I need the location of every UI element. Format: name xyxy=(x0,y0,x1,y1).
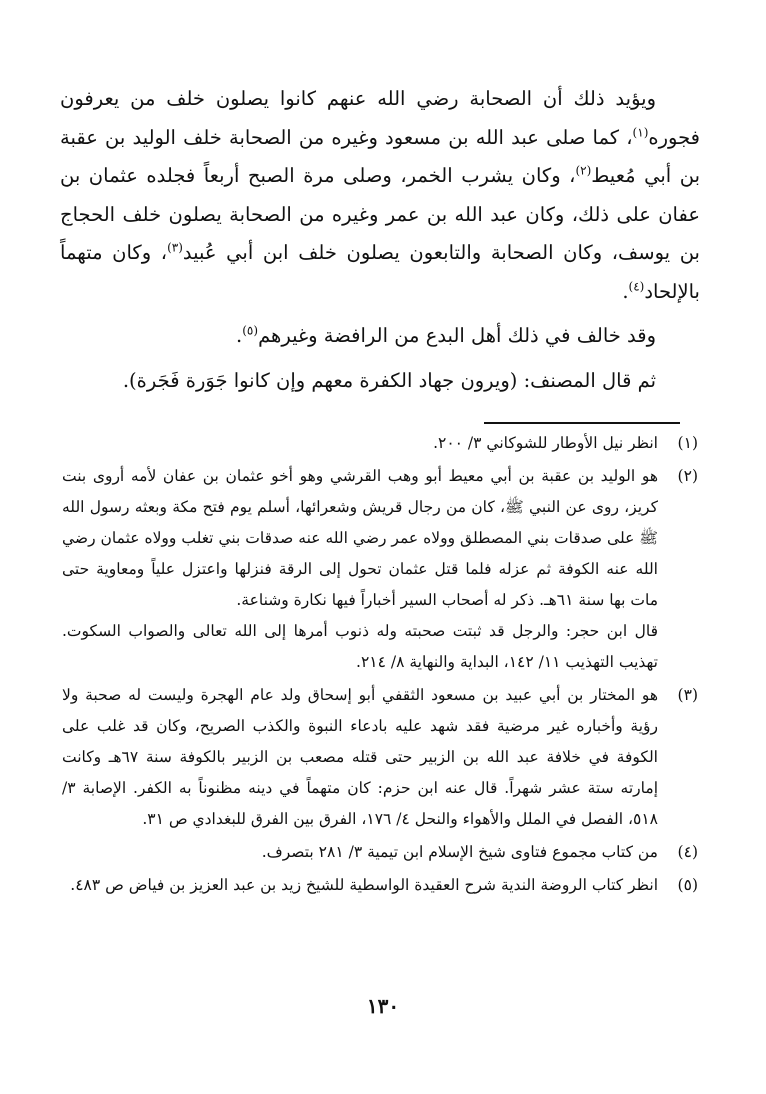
footnote-ref-3[interactable]: (٣) xyxy=(167,240,183,255)
page-number: ١٣٠ xyxy=(366,994,400,1018)
text-run: وقد خالف في ذلك أهل البدع من الرافضة وغيرهم xyxy=(258,324,656,347)
paragraph-3 xyxy=(60,362,700,401)
text-run: . xyxy=(622,279,629,303)
footnote-5 xyxy=(62,870,698,901)
footnote-number: (٤) xyxy=(677,843,698,861)
footnote-4 xyxy=(62,837,698,868)
text-run: ، كما صلى عبد الله بن مسعود وغيره من الصحابة خلف الوليد بن عقبة بن أبي مُعيط xyxy=(60,125,700,187)
footnote-number: (١) xyxy=(677,434,698,452)
text-run: ، وكان متهماً بالإلحاد xyxy=(60,241,700,303)
footnote-3 xyxy=(62,680,698,835)
footnote-text: انظر كتاب الروضة الندية شرح العقيدة الواسطية للشيخ زيد بن عبد العزيز بن فياض ص ٤٨٣. xyxy=(70,876,658,894)
footnote-1 xyxy=(62,428,698,459)
footnote-text: هو الوليد بن عقبة بن أبي معيط أبو وهب القرشي وهو أخو عثمان بن عفان لأمه أروى بنت كريز، روى عن النبي ﷺ، كان من رجال قريش وشعرائها، أسلم يوم فتح مكة وبعثه رسول الله ﷺ على صدقات بني المصطلق وولاه عمر رضي الله عنه صدقات بني تغلب وولاه عثمان رضي الله عنه الكوفة ثم عزله فلما قتل عثمان تحول إلى الرقة فنزلها واعتزل علياً ومعاوية حتى مات بها سنة ٦١هـ. ذكر له أصحاب السير أخباراً فيها نكارة وشناعة. xyxy=(62,467,658,609)
text-run: . xyxy=(236,324,243,347)
footnote-text: قال ابن حجر: والرجل قد ثبتت صحبته وله ذنوب أمرها إلى الله تعالى والصواب السكوت. تهذيب التهذيب ١١/ ١٤٢، البداية والنهاية ٨/ ٢١٤. xyxy=(62,622,658,671)
footnote-text: هو المختار بن أبي عبيد بن مسعود الثقفي أبو إسحاق ولد عام الهجرة وليست له صحبة ولا رؤية وأخباره غير مرضية فقد شهد عليه بادعاء النبوة والكذب الصريح، وكان قد غلب على الكوفة في خلافة عبد الله بن الزبير حتى قتله مصعب بن الزبير بالكوفة سنة ٦٧هـ وكانت إمارته ستة عشر شهراً. قال عنه ابن حزم: كان متهماً في دينه مظنوناً به الكفر. الإصابة ٣/ ٥١٨، الفصل في الملل والأهواء والنحل ٤/ ١٧٦، الفرق بين الفرق للبغدادي ص ٣١. xyxy=(62,686,658,828)
main-text xyxy=(60,80,700,400)
footnote-ref-1[interactable]: (١) xyxy=(632,125,649,139)
paragraph-2 xyxy=(60,317,700,356)
footnote-2 xyxy=(62,461,698,678)
footnote-ref-2[interactable]: (٢) xyxy=(575,163,592,178)
footnote-number: (٥) xyxy=(677,876,698,894)
footnote-number: (٣) xyxy=(677,686,698,704)
footnote-separator xyxy=(484,422,680,424)
footnote-number: (٢) xyxy=(677,467,698,485)
footnote-ref-5[interactable]: (٥) xyxy=(242,323,259,338)
footnote-text: من كتاب مجموع فتاوى شيخ الإسلام ابن تيمية ٣/ ٢٨١ بتصرف. xyxy=(261,843,658,861)
text-run: ، وكان يشرب الخمر، وصلى مرة الصبح أربعاً فجلده عثمان بن عفان على ذلك، وكان عبد الله بن عمر وغيره من الصحابة يصلون خلف الحجاج بن يوسف، وكان الصحابة والتابعون يصلون خلف ابن أبي عُبيد xyxy=(60,164,700,264)
footnote-ref-4[interactable]: (٤) xyxy=(628,279,645,293)
text-run: ثم قال المصنف: (ويرون جهاد الكفرة معهم وإن كانوا جَوَرة فَجَرة). xyxy=(122,368,656,392)
paragraph-1 xyxy=(60,80,700,311)
text-run: ويؤيد ذلك أن الصحابة رضي الله عنهم كانوا يصلون خلف من يعرفون فجوره xyxy=(60,87,700,149)
footnotes xyxy=(62,428,698,903)
footnote-text: انظر نيل الأوطار للشوكاني ٣/ ٢٠٠. xyxy=(433,434,658,452)
